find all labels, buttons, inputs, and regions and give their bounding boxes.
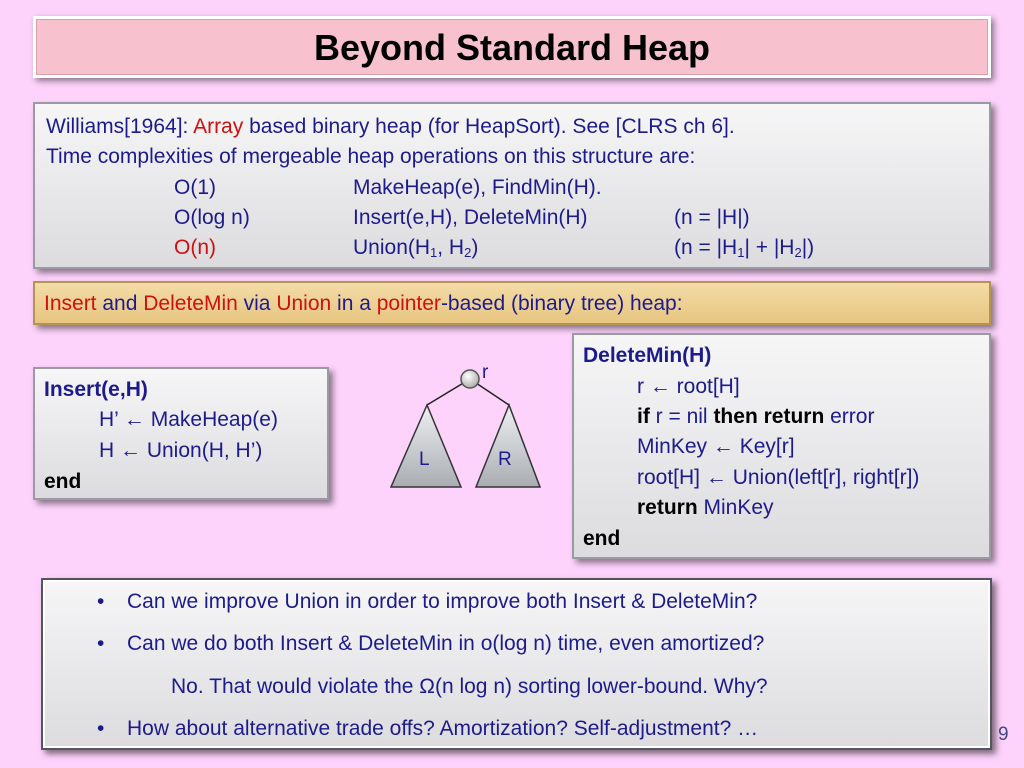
bullet-item-1: Can we improve Union in order to improve both Insert & DeleteMin?	[127, 590, 758, 613]
insert-line2: H ← Union(H, H’)	[99, 439, 263, 462]
questions-box	[41, 578, 992, 750]
deletemin-end: end	[583, 527, 621, 550]
bullet-dot: •	[97, 632, 105, 655]
deletemin-line5: return MinKey	[637, 496, 774, 519]
bullet-answer: No. That would violate the Ω(n log n) sorting lower-bound. Why?	[171, 675, 768, 698]
bullet-dot: •	[97, 590, 105, 613]
williams-line2: Time complexities of mergeable heap operations on this structure are:	[46, 145, 696, 168]
insert-header: Insert(e,H)	[44, 378, 148, 401]
binary-tree-diagram	[385, 358, 545, 493]
left-subtree-triangle	[391, 405, 461, 487]
root-label: r	[482, 362, 489, 383]
deletemin-header: DeleteMin(H)	[583, 344, 712, 367]
cost-on: O(n)	[174, 236, 216, 259]
note-ologn: (n = |H|)	[674, 206, 750, 229]
right-subtree-triangle	[476, 405, 540, 487]
left-subtree-label: L	[419, 449, 430, 470]
insert-end: end	[44, 470, 82, 493]
bullet-dot: •	[97, 717, 105, 740]
ops-on: $Union(H_1$, $H_2$)	[353, 236, 479, 260]
page-number: 9	[998, 724, 1009, 745]
root-node	[461, 370, 479, 388]
deletemin-procedure-box	[572, 333, 991, 559]
insert-line1: H’ ← MakeHeap(e)	[99, 408, 278, 431]
ops-ologn: Insert(e,H), DeleteMin(H)	[353, 206, 588, 229]
deletemin-line4: root[H] ← Union(left[r], right[r])	[637, 466, 920, 489]
ops-o1: MakeHeap(e), FindMin(H).	[353, 176, 602, 199]
williams-rest: based binary heap (for HeapSort). See [CLRS ch 6].	[243, 115, 735, 138]
insert-procedure-box	[33, 367, 329, 500]
title-box	[33, 16, 991, 78]
williams-line1	[46, 115, 735, 139]
deletemin-line1: r ← root[H]	[637, 375, 740, 398]
note-on: $(n = |H_1| + |H_2|)$	[674, 236, 815, 260]
cost-ologn: O(log n)	[174, 206, 250, 229]
union-heading-box	[33, 281, 991, 325]
williams-box	[33, 102, 991, 269]
cost-o1: O(1)	[174, 176, 216, 199]
array-word: Array	[193, 115, 244, 138]
bullet-item-3: How about alternative trade offs? Amortization? Self-adjustment? …	[127, 717, 759, 740]
right-subtree-label: R	[498, 449, 512, 470]
deletemin-line2: if r = nil then return error	[637, 405, 875, 428]
union-heading: Insert and DeleteMin via Union in a pointer-based (binary tree) heap:	[44, 292, 683, 315]
slide-title: Beyond Standard Heap	[313, 27, 711, 68]
williams-ref: Williams[1964]:	[46, 115, 194, 138]
bullet-item-2: Can we do both Insert & DeleteMin in o(log n) time, even amortized?	[127, 632, 765, 655]
deletemin-line3: MinKey ← Key[r]	[637, 435, 795, 458]
